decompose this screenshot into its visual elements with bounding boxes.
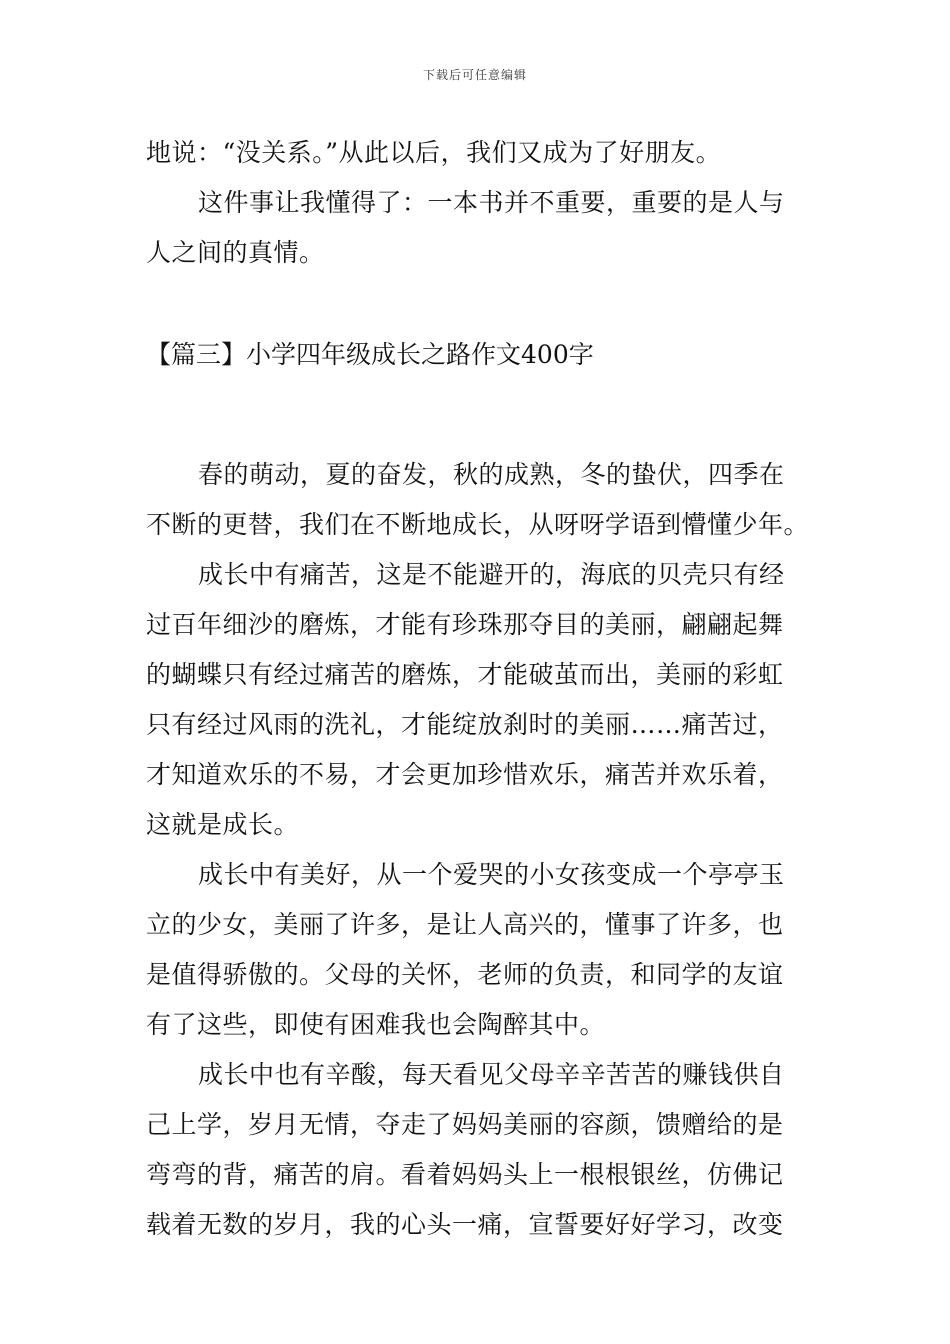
text-line: 春的萌动，夏的奋发，秋的成熟，冬的蛰伏，四季在 (198, 460, 785, 489)
spacer (146, 380, 808, 450)
text-line: 的蝴蝶只有经过痛苦的磨炼，才能破茧而出，美丽的彩虹 (146, 660, 784, 689)
text-line: 载着无数的岁月，我的心头一痛，宣誓要好好学习，改变 (146, 1210, 784, 1239)
text-line: 这就是成长。 (146, 810, 300, 839)
section-heading: 【篇三】小学四年级成长之路作文400字 (146, 340, 594, 369)
text-line: 弯弯的背，痛苦的肩。看着妈妈头上一根根银丝，仿佛记 (146, 1160, 784, 1189)
text-line: 成长中有美好，从一个爱哭的小女孩变成一个亭亭玉 (198, 860, 785, 889)
spacer (146, 278, 808, 330)
text-line: 才知道欢乐的不易，才会更加珍惜欢乐，痛苦并欢乐着， (146, 760, 784, 789)
text-line: 成长中有痛苦，这是不能避开的，海底的贝壳只有经 (198, 560, 785, 589)
text-line: 过百年细沙的磨炼，才能有珍珠那夺目的美丽，翩翩起舞 (146, 610, 784, 639)
text-line: 不断的更替，我们在不断地成长，从呀呀学语到懵懂少年。 (146, 510, 810, 539)
text-line: 成长中也有辛酸，每天看见父母辛辛苦苦的赚钱供自 (198, 1060, 785, 1089)
text-line: 立的少女，美丽了许多，是让人高兴的，懂事了许多，也 (146, 910, 784, 939)
text-line: 己上学，岁月无情，夺走了妈妈美丽的容颜，馈赠给的是 (146, 1110, 784, 1139)
text-line: 是值得骄傲的。父母的关怀，老师的负责，和同学的友谊 (146, 960, 784, 989)
page-header-note: 下载后可任意编辑 (422, 68, 527, 82)
text-line: 地说：“没关系。”从此以后，我们又成为了好朋友。 (146, 138, 722, 167)
document-body (146, 128, 808, 1250)
text-line: 只有经过风雨的洗礼，才能绽放刹时的美丽……痛苦过， (146, 710, 784, 739)
text-line: 这件事让我懂得了：一本书并不重要，重要的是人与 (198, 188, 785, 217)
text-line: 有了这些，即使有困难我也会陶醉其中。 (146, 1010, 606, 1039)
text-line: 人之间的真情。 (146, 238, 325, 267)
